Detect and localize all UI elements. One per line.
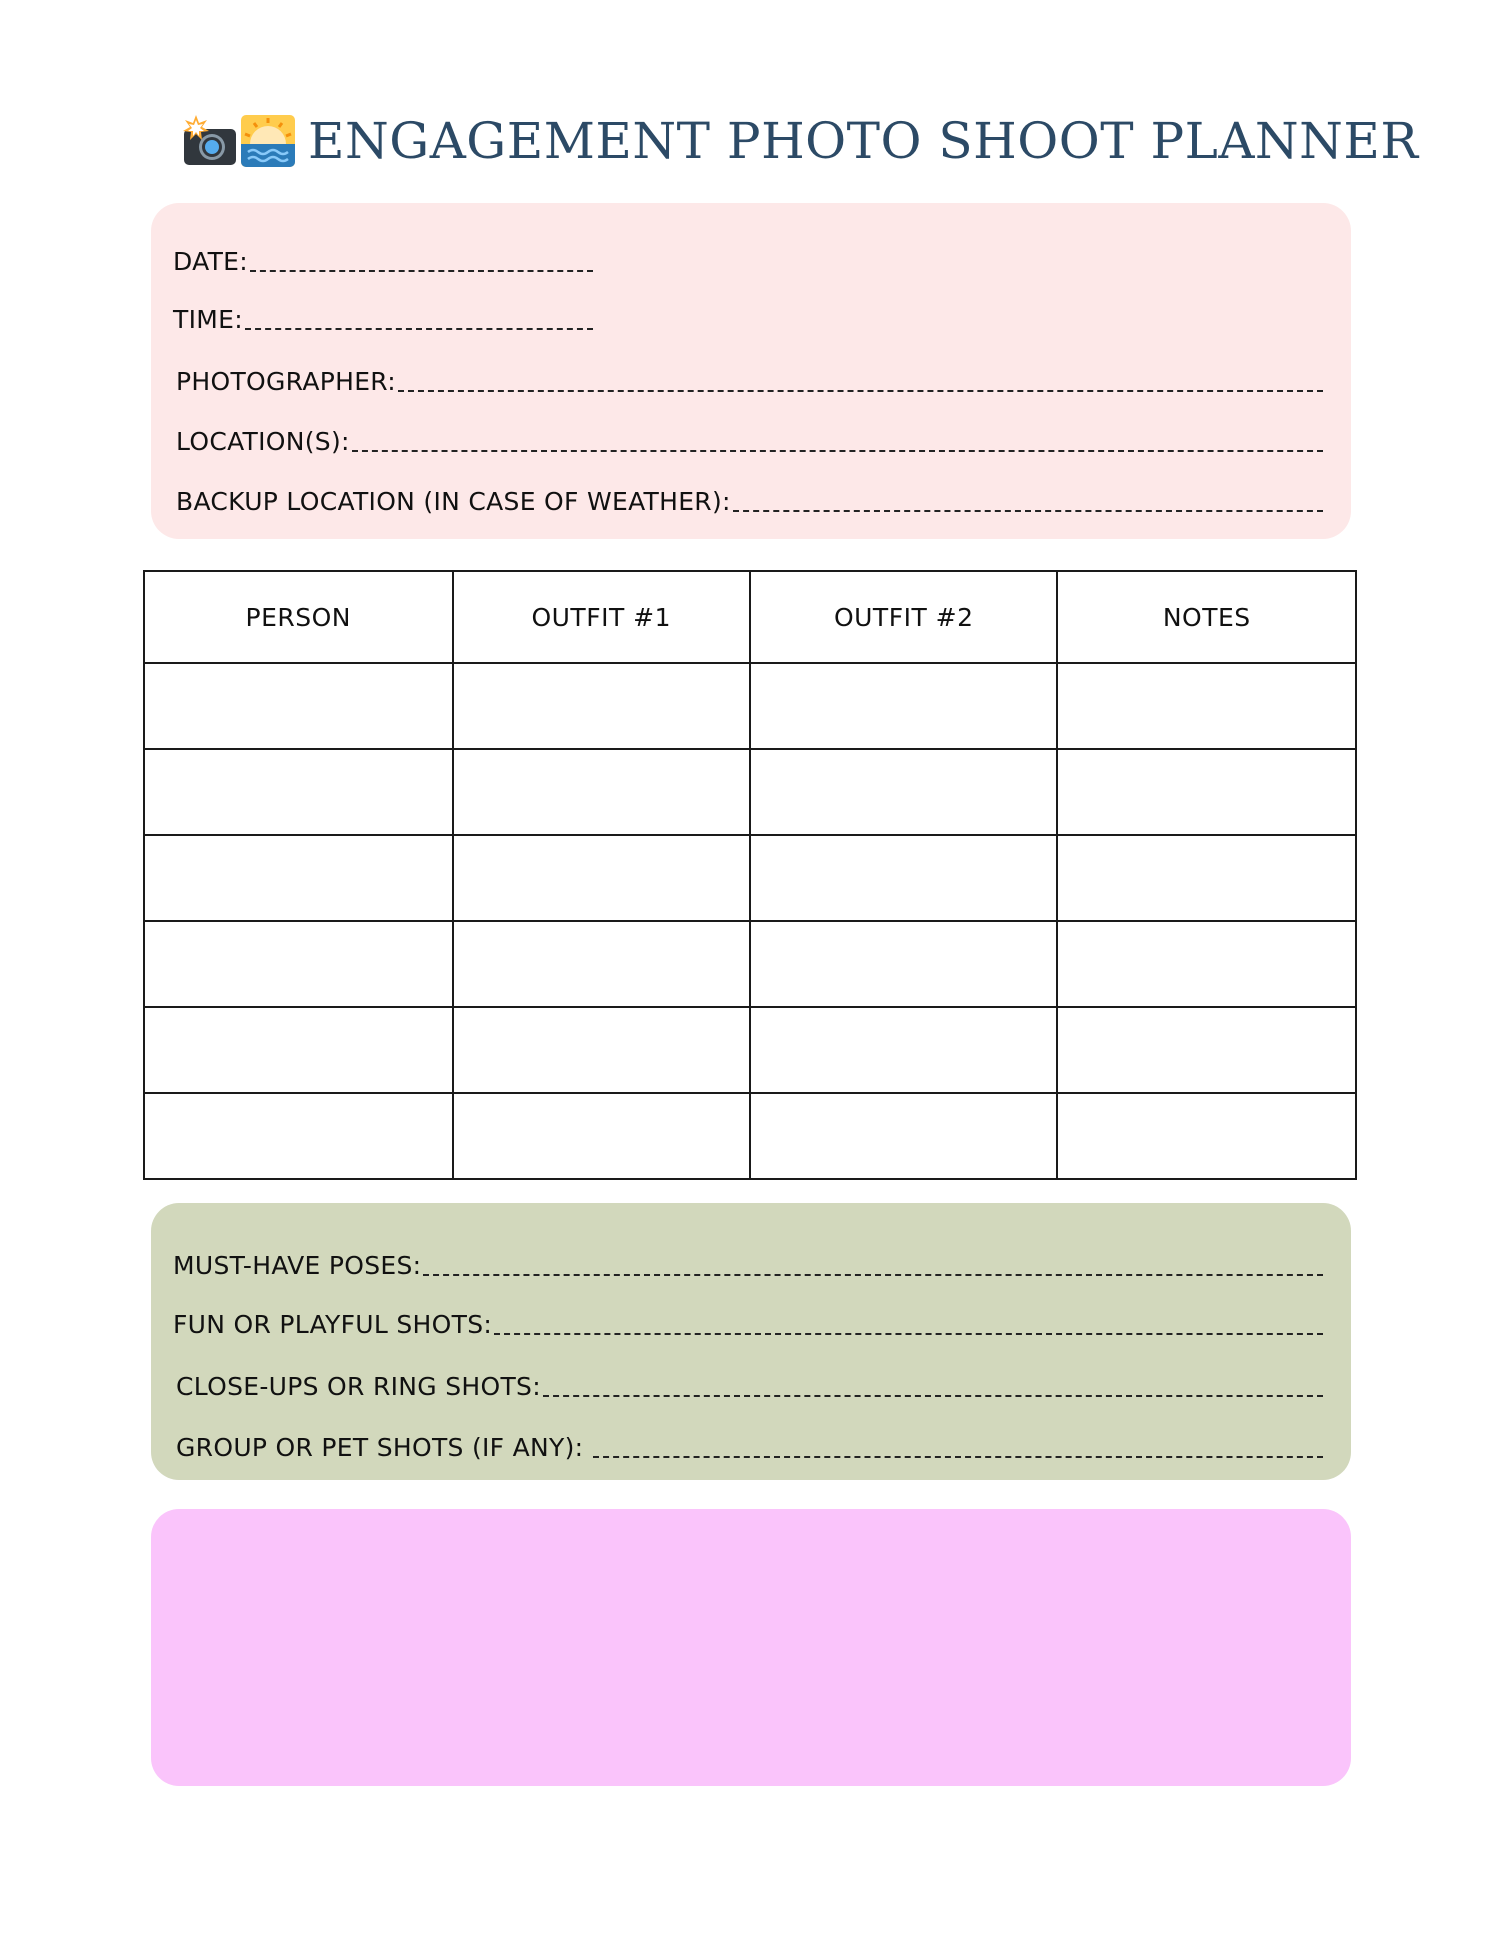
camera-with-flash-icon	[182, 115, 238, 167]
close-ups-label: CLOSE-UPS OR RING SHOTS:	[176, 1372, 541, 1401]
table-row	[144, 663, 1356, 749]
outfit-1-cell[interactable]	[453, 835, 751, 921]
time-label: TIME:	[173, 305, 243, 334]
person-cell[interactable]	[144, 749, 453, 835]
table-row	[144, 921, 1356, 1007]
table-header-row	[144, 571, 1356, 663]
table-row	[144, 1007, 1356, 1093]
outfit-2-cell[interactable]	[750, 835, 1057, 921]
must-have-poses-input-line[interactable]	[423, 1274, 1323, 1276]
fun-shots-input-line[interactable]	[494, 1333, 1323, 1335]
header-icons	[182, 114, 296, 168]
notes-box[interactable]	[151, 1509, 1351, 1786]
column-header-notes: NOTES	[1057, 571, 1356, 663]
notes-cell[interactable]	[1057, 663, 1356, 749]
person-cell[interactable]	[144, 663, 453, 749]
table-row	[144, 835, 1356, 921]
time-field[interactable]	[173, 301, 593, 335]
must-have-poses-field[interactable]	[173, 1247, 1323, 1281]
person-cell[interactable]	[144, 1093, 453, 1179]
notes-cell[interactable]	[1057, 835, 1356, 921]
backup-location-label: BACKUP LOCATION (IN CASE OF WEATHER):	[176, 487, 731, 516]
fun-shots-label: FUN OR PLAYFUL SHOTS:	[173, 1310, 493, 1339]
outfit-1-cell[interactable]	[453, 1007, 751, 1093]
person-cell[interactable]	[144, 835, 453, 921]
notes-cell[interactable]	[1057, 1093, 1356, 1179]
column-header-outfit-1: OUTFIT #1	[453, 571, 751, 663]
group-pet-shots-field[interactable]	[176, 1429, 1323, 1463]
date-label: DATE:	[173, 247, 248, 276]
sunrise-over-sea-icon	[240, 114, 296, 168]
date-input-line[interactable]	[250, 270, 593, 272]
locations-label: LOCATION(S):	[176, 427, 350, 456]
photographer-label: PHOTOGRAPHER:	[176, 367, 396, 396]
outfit-2-cell[interactable]	[750, 663, 1057, 749]
column-header-person: PERSON	[144, 571, 453, 663]
outfit-1-cell[interactable]	[453, 1093, 751, 1179]
locations-field[interactable]	[176, 423, 1323, 457]
outfit-1-cell[interactable]	[453, 749, 751, 835]
outfit-table	[143, 570, 1357, 1180]
outfit-1-cell[interactable]	[453, 921, 751, 1007]
shot-list-section	[151, 1203, 1351, 1480]
close-ups-input-line[interactable]	[543, 1395, 1323, 1397]
shoot-details-section	[151, 203, 1351, 539]
notes-cell[interactable]	[1057, 749, 1356, 835]
table-row	[144, 749, 1356, 835]
photographer-field[interactable]	[176, 363, 1323, 397]
person-cell[interactable]	[144, 921, 453, 1007]
group-pet-shots-label: GROUP OR PET SHOTS (IF ANY):	[176, 1433, 584, 1462]
group-pet-shots-input-line[interactable]	[593, 1456, 1323, 1458]
outfit-2-cell[interactable]	[750, 1007, 1057, 1093]
notes-cell[interactable]	[1057, 921, 1356, 1007]
table-row	[144, 1093, 1356, 1179]
column-header-outfit-2: OUTFIT #2	[750, 571, 1057, 663]
photographer-input-line[interactable]	[398, 390, 1323, 392]
notes-cell[interactable]	[1057, 1007, 1356, 1093]
page-header	[182, 108, 1419, 174]
outfit-2-cell[interactable]	[750, 749, 1057, 835]
outfit-1-cell[interactable]	[453, 663, 751, 749]
person-cell[interactable]	[144, 1007, 453, 1093]
outfit-2-cell[interactable]	[750, 921, 1057, 1007]
outfit-2-cell[interactable]	[750, 1093, 1057, 1179]
date-field[interactable]	[173, 243, 593, 277]
must-have-poses-label: MUST-HAVE POSES:	[173, 1251, 422, 1280]
locations-input-line[interactable]	[352, 450, 1323, 452]
backup-location-field[interactable]	[176, 483, 1323, 517]
close-ups-field[interactable]	[176, 1368, 1323, 1402]
fun-shots-field[interactable]	[173, 1306, 1323, 1340]
time-input-line[interactable]	[245, 328, 593, 330]
backup-location-input-line[interactable]	[733, 510, 1323, 512]
page-title: ENGAGEMENT PHOTO SHOOT PLANNER	[308, 112, 1419, 170]
